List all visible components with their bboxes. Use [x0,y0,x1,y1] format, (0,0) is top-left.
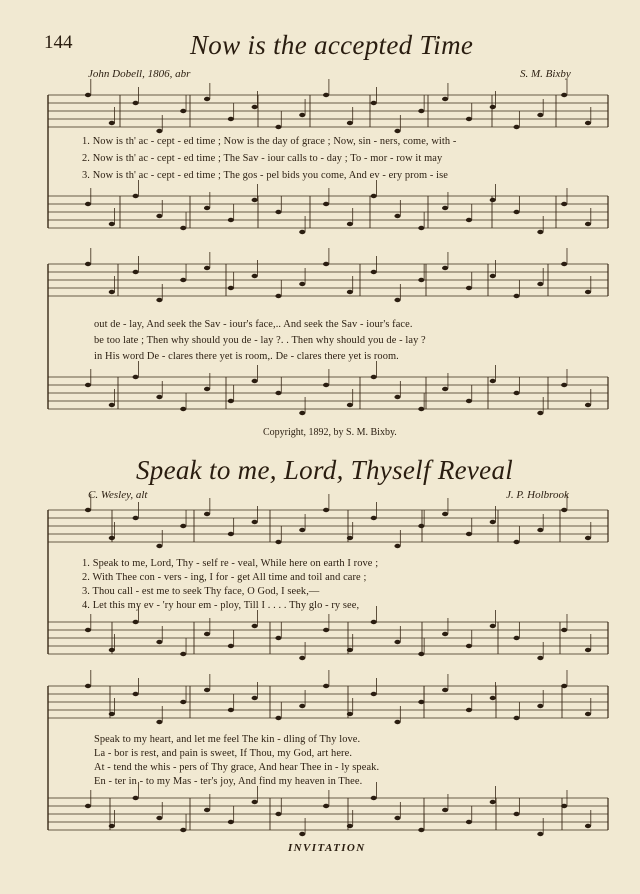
hymn2-line1-verse-2: 2. With Thee con - vers - ing, I for - get All time and toil and care ; [82,572,367,583]
hymn2-system2-note-head [180,700,186,704]
hymn2-system2-note-head [347,712,353,716]
hymn1-system1-note-head [156,214,162,218]
hymn1-system1-note-head [204,206,210,210]
hymn1-system1-note-head [442,206,448,210]
hymn1-system2-note-head [228,286,234,290]
hymn1-system1-note-head [561,93,567,97]
hymn2-system2-note-head [585,824,591,828]
hymn1-system2-note-head [275,294,281,298]
hymn2-system2-note-head [490,800,496,804]
hymn1-system2-note-head [323,383,329,387]
hymn1-system1-note-head [85,93,91,97]
hymn2-line1-verse-1: 1. Speak to me, Lord, Thy - self re - veal, While here on earth I rove ; [82,558,379,569]
hymn2-system1-note-head [347,536,353,540]
hymn2-system1-note-head [323,628,329,632]
hymn2-system1-note-head [252,520,258,524]
hymn1-system2-note-head [371,375,377,379]
hymn1-system2-note-head [156,298,162,302]
hymn1-system2-note-head [466,286,472,290]
hymn2-system2-note-head [156,720,162,724]
hymn2-system2-note-head [537,704,543,708]
hymn1-system1-note-head [513,210,519,214]
hymn2-system1-note-head [537,528,543,532]
hymn2-system2-note-head [585,712,591,716]
hymn1-system1-note-head [180,109,186,113]
hymn2-system1-note-head [156,544,162,548]
hymn2-system1-note-head [133,516,139,520]
hymn2-composer: J. P. Holbrook [506,489,569,501]
hymn1-system2-note-head [585,290,591,294]
hymn2-system2-note-head [561,684,567,688]
hymn1-system1-note-head [133,194,139,198]
hymn1-system1-note-head [228,117,234,121]
hymn1-system1-note-head [561,202,567,206]
hymn2-system2-note-head [323,804,329,808]
hymn1-system2-note-head [133,270,139,274]
hymn1-system1-note-head [299,230,305,234]
hymn1-system1-note-head [490,105,496,109]
hymn2-author: C. Wesley, alt [88,489,148,501]
hymn1-system1-note-head [323,202,329,206]
hymn1-line2-verse-3: in His word De - clares there yet is room,. De - clares there yet is room. [94,351,399,362]
copyright: Copyright, 1892, by S. M. Bixby. [263,427,397,438]
hymn1-system2-note-head [513,391,519,395]
hymn1-system1-note-head [371,101,377,105]
hymn1-system2-note-head [513,294,519,298]
hymn1-system2-note-head [537,282,543,286]
hymn2-system2-note-head [228,708,234,712]
hymn2-system2-note-head [371,796,377,800]
hymn2-system1-note-head [204,632,210,636]
hymn1-system1-note-head [252,198,258,202]
hymn1-author: John Dobell, 1806, abr [88,68,191,80]
hymn1-system1-note-head [204,97,210,101]
hymn1-system1-note-head [513,125,519,129]
hymn1-system1-note-head [299,113,305,117]
hymn1-system1-note-head [347,222,353,226]
hymn1-system1-note-head [85,202,91,206]
hymn2-line2-verse-2: La - bor is rest, and pain is sweet, If Thou, my God, art here. [94,748,353,759]
hymn2-system1-note-head [275,636,281,640]
hymn1-system2-note-head [418,278,424,282]
hymn1-system2-note-head [85,262,91,266]
hymn2-system2-note-head [228,820,234,824]
hymn2-system1-note-head [228,644,234,648]
hymn1-system2-note-head [156,395,162,399]
hymn1-system2-note-head [371,270,377,274]
hymn2-system2-note-head [466,708,472,712]
hymn2-system1-note-head [466,532,472,536]
hymn2-system1-note-head [180,524,186,528]
hymn1-system2-note-head [347,290,353,294]
hymn2-system2-note-head [561,804,567,808]
hymn2-system2-note-head [537,832,543,836]
page-number: 144 [44,32,73,53]
hymn2-system2-note-head [466,820,472,824]
hymn1-system1-note-head [466,218,472,222]
page-footer: INVITATION [288,842,366,854]
hymn2-system1-note-head [299,656,305,660]
hymn2-system1-note-head [394,544,400,548]
hymn1-system1-note-head [109,121,115,125]
hymn1-system1-note-head [156,129,162,133]
hymn1-system2-note-head [85,383,91,387]
hymn1-system2-note-head [490,379,496,383]
hymn2-system2-note-head [180,828,186,832]
hymn1-system1-note-head [537,113,543,117]
hymn1-system2-note-head [561,383,567,387]
hymn2-system1-note-head [347,648,353,652]
hymn1-line2-verse-2: be too late ; Then why should you de - lay ?. . Then why should you de - lay ? [94,335,426,346]
hymn1-system1-note-head [371,194,377,198]
hymn2-system1-note-head [371,620,377,624]
hymn1-system1-note-head [418,109,424,113]
hymn1-system2-note-head [204,266,210,270]
hymn1-composer: S. M. Bixby [520,68,571,80]
hymn2-system2-note-head [513,716,519,720]
hymn1-system2-note-head [109,290,115,294]
hymn2-line2-verse-1: Speak to my heart, and let me feel The kin - dling of Thy love. [94,734,361,745]
hymn2-system1-note-head [133,620,139,624]
hymn2-system2-note-head [156,816,162,820]
hymn1-system1-note-head [323,93,329,97]
hymn2-system1-note-head [585,648,591,652]
hymn1-system1-note-head [133,101,139,105]
hymn2-line1-verse-3: 3. Thou call - est me to seek Thy face, O God, I seek,— [82,586,320,597]
hymn1-system1-note-head [347,121,353,125]
hymn1-system2-note-head [109,403,115,407]
hymn2-system1-note-head [109,536,115,540]
hymn1-system1-note-head [275,210,281,214]
hymn2-system2-note-head [109,824,115,828]
hymn1-line1-verse-1: 1. Now is th' ac - cept - ed time ; Now is the day of grace ; Now, sin - ners, come, with - [82,136,457,147]
hymn1-system1-note-head [490,198,496,202]
hymn1-system2-note-head [394,298,400,302]
hymn1-system1-note-head [252,105,258,109]
hymn2-system2-note-head [109,712,115,716]
hymn2-system1-note-head [561,628,567,632]
hymn2-system1-note-head [156,640,162,644]
hymn2-system2-note-head [418,828,424,832]
hymn1-system1-note-head [275,125,281,129]
hymn2-system1-note-head [228,532,234,536]
hymn2-system1-note-head [371,516,377,520]
hymn1-system2-note-head [585,403,591,407]
hymn1-system1-note-head [109,222,115,226]
hymn2-system1-note-head [466,644,472,648]
hymn1-system2-note-head [228,399,234,403]
hymn1-system2-note-head [394,395,400,399]
hymn2-system2-note-head [418,700,424,704]
hymn2-system2-note-head [394,816,400,820]
hymn2-system2-note-head [371,692,377,696]
hymn1-system2-note-head [299,282,305,286]
hymn2-system1-note-head [537,656,543,660]
hymn2-system2-note-head [513,812,519,816]
hymn2-line1-verse-4: 4. Let this my ev - 'ry hour em - ploy, Till I . . . . Thy glo - ry see, [82,600,360,611]
hymn1-system1-note-head [537,230,543,234]
hymn2-system2-note-head [323,684,329,688]
hymn1-system2-note-head [252,274,258,278]
hymn2-system2-note-head [204,688,210,692]
hymn1-system1-note-head [585,121,591,125]
hymn2-system2-note-head [85,684,91,688]
hymn2-system1-note-head [442,512,448,516]
hymn1-system2-note-head [347,403,353,407]
hymn2-system2-note-head [490,696,496,700]
hymn1-system2-note-head [537,411,543,415]
hymn2-system1-note-head [85,508,91,512]
hymn1-system1-note-head [418,226,424,230]
hymn2-system2-note-head [275,812,281,816]
hymn1-system1-note-head [394,129,400,133]
hymn1-line1-verse-2: 2. Now is th' ac - cept - ed time ; The Sav - iour calls to - day ; To - mor - row it may [82,153,443,164]
hymn1-system2-note-head [252,379,258,383]
hymn2-system1-note-head [418,652,424,656]
hymn2-system2-note-head [347,824,353,828]
hymn2-system2-note-head [252,696,258,700]
hymn2-system1-note-head [109,648,115,652]
hymn2-system2-note-head [394,720,400,724]
hymn2-system2-note-head [275,716,281,720]
hymn1-title: Now is the accepted Time [190,30,474,60]
hymn2-system2-note-head [442,808,448,812]
hymn2-system1-note-head [180,652,186,656]
hymn1-system1-note-head [585,222,591,226]
hymn2-system1-note-head [442,632,448,636]
hymn1-system2-note-head [442,266,448,270]
hymn1-system1-note-head [442,97,448,101]
hymn2-system1-note-head [323,508,329,512]
hymn1-system1-note-head [228,218,234,222]
hymn1-line2-verse-1: out de - lay, And seek the Sav - iour's face,.. And seek the Sav - iour's face. [94,319,413,330]
hymn1-system2-note-head [418,407,424,411]
hymn2-system1-note-head [490,624,496,628]
hymn2-system2-note-head [204,808,210,812]
hymn2-system1-note-head [513,540,519,544]
hymn1-system1-note-head [180,226,186,230]
hymn1-system2-note-head [204,387,210,391]
hymn2-system2-note-head [133,796,139,800]
hymn2-system1-note-head [561,508,567,512]
hymn1-system1-note-head [466,117,472,121]
hymn2-system1-note-head [299,528,305,532]
hymn2-system2-note-head [299,704,305,708]
hymn1-system2-note-head [180,278,186,282]
hymn2-system2-note-head [299,832,305,836]
hymn2-system2-note-head [133,692,139,696]
hymn1-system2-note-head [466,399,472,403]
hymn2-system1-note-head [585,536,591,540]
hymn2-line2-verse-4: En - ter in - to my Mas - ter's joy, And find my heaven in Thee. [94,776,363,787]
hymn2-system1-note-head [513,636,519,640]
hymn2-system1-note-head [252,624,258,628]
hymn2-line2-verse-3: At - tend the whis - pers of Thy grace, And hear Thee in - ly speak. [94,762,380,773]
hymn1-system1-note-head [394,214,400,218]
hymn1-system2-note-head [133,375,139,379]
hymn2-system1-note-head [418,524,424,528]
hymn1-system2-note-head [442,387,448,391]
hymn1-system2-note-head [490,274,496,278]
hymn1-system2-note-head [561,262,567,266]
hymn2-system2-note-head [252,800,258,804]
hymn2-title: Speak to me, Lord, Thyself Reveal [136,455,514,485]
hymn2-system1-note-head [490,520,496,524]
hymn1-system2-note-head [323,262,329,266]
hymn2-system1-note-head [275,540,281,544]
hymn2-system2-note-head [442,688,448,692]
hymn1-system2-note-head [275,391,281,395]
hymn2-system1-note-head [85,628,91,632]
hymn2-system1-note-head [204,512,210,516]
hymn1-system2-note-head [180,407,186,411]
hymn1-line1-verse-3: 3. Now is th' ac - cept - ed time ; The gos - pel bids you come, And ev - ery prom - ise [82,170,448,181]
hymn2-system1-note-head [394,640,400,644]
hymn1-system2-note-head [299,411,305,415]
hymn2-system2-note-head [85,804,91,808]
